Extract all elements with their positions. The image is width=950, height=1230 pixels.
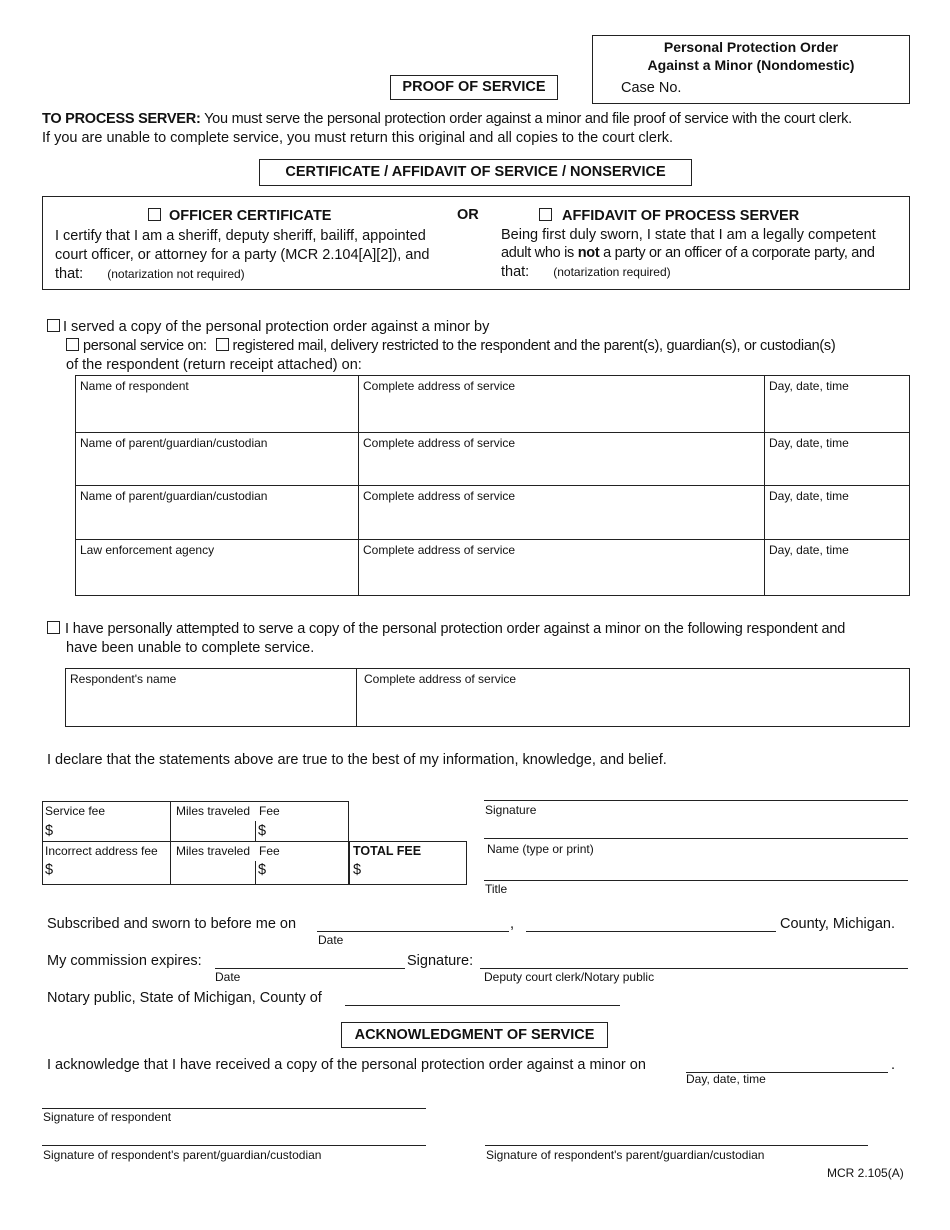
affidavit-line1: Being first duly sworn, I state that I am a legally competent	[501, 227, 876, 243]
signature-line[interactable]	[484, 800, 908, 801]
instructions-line1	[42, 111, 852, 127]
notary-county-label: Notary public, State of Michigan, County of	[47, 990, 322, 1006]
officer-line1: I certify that I am a sheriff, deputy sheriff, bailiff, appointed	[55, 228, 426, 244]
notary-county-line[interactable]	[345, 1005, 620, 1006]
officer-that-label: that:	[55, 266, 84, 282]
address-cell[interactable]: Complete address of service	[359, 486, 765, 540]
instructions-line2: If you are unable to complete service, you must return this original and all copies to the court clerk.	[42, 130, 674, 146]
form-number: MCR 2.105(A)	[827, 1166, 904, 1180]
served-line3: of the respondent (return receipt attached) on:	[66, 357, 362, 373]
acknowledgment-title: ACKNOWLEDGMENT OF SERVICE	[341, 1022, 608, 1048]
fee-dollar[interactable]: $	[258, 823, 267, 839]
commission-label: My commission expires:	[47, 953, 202, 969]
table-row	[76, 376, 910, 433]
attempted-checkbox[interactable]	[47, 621, 60, 634]
fee-label-2: Fee	[259, 844, 280, 858]
acknowledgment-text: I acknowledge that I have received a copy of the personal protection order against a minor on	[47, 1057, 646, 1073]
table-row	[76, 486, 910, 540]
date-time-cell[interactable]: Day, date, time	[765, 376, 910, 433]
attempted-line2: have been unable to complete service.	[66, 640, 315, 656]
service-fee-dollar[interactable]: $	[45, 823, 54, 839]
acknowledgment-date-label: Day, date, time	[686, 1072, 766, 1086]
affidavit-checkbox[interactable]	[539, 208, 552, 221]
form-title-line2: Against a Minor (Nondomestic)	[647, 57, 855, 73]
service-table	[75, 375, 910, 596]
or-label: OR	[457, 207, 479, 223]
agency-cell[interactable]: Law enforcement agency	[76, 540, 359, 596]
subscribed-label: Subscribed and sworn to before me on	[47, 916, 297, 932]
proof-of-service-title: PROOF OF SERVICE	[390, 75, 558, 100]
address-cell[interactable]: Complete address of service	[359, 433, 765, 486]
incorrect-fee-label: Incorrect address fee	[45, 844, 158, 858]
officer-certificate-heading	[148, 208, 331, 224]
case-no-label: Case No.	[621, 80, 682, 96]
registered-mail-checkbox[interactable]	[216, 338, 229, 351]
sig-respondent-line[interactable]	[42, 1108, 426, 1109]
title-line[interactable]	[484, 880, 908, 881]
fee-label: Fee	[259, 804, 280, 818]
affidavit-line2-c: a party or an officer of a corporate party, and	[599, 245, 875, 261]
date-time-cell[interactable]: Day, date, time	[765, 486, 910, 540]
sig-parent2-label: Signature of respondent's parent/guardian/custodian	[486, 1148, 765, 1162]
to-process-server-label: TO PROCESS SERVER:	[42, 111, 201, 127]
subscribed-date-label: Date	[318, 933, 344, 947]
officer-line2: court officer, or attorney for a party (MCR 2.104[A][2]), and	[55, 247, 430, 263]
personal-service-checkbox[interactable]	[66, 338, 79, 351]
comma: ,	[510, 916, 515, 932]
affidavit-line2-a: adult who is	[501, 245, 578, 261]
miles-traveled-label-2: Miles traveled	[176, 844, 251, 858]
respondent-name-cell[interactable]: Name of respondent	[76, 376, 359, 433]
table-row	[66, 669, 910, 727]
signature-label: Signature	[485, 803, 537, 817]
name-label: Name (type or print)	[487, 842, 594, 856]
address-cell[interactable]: Complete address of service	[359, 376, 765, 433]
county-michigan-label: County, Michigan.	[780, 916, 895, 932]
served-checkbox[interactable]	[47, 319, 60, 332]
instructions-text1: You must serve the personal protection order against a minor and file proof of service with the court clerk.	[204, 111, 852, 127]
sig-parent1-label: Signature of respondent's parent/guardian/custodian	[43, 1148, 322, 1162]
affidavit-heading	[539, 208, 799, 224]
registered-mail-label: registered mail, delivery restricted to the respondent and the parent(s), guardian(s), or custodian(s)	[232, 338, 836, 354]
table-row	[76, 433, 910, 486]
name-line[interactable]	[484, 838, 908, 839]
respondent-name-cell[interactable]: Respondent's name	[66, 669, 357, 727]
officer-that	[55, 266, 245, 282]
attempted-line1-text: I have personally attempted to serve a copy of the personal protection order against a minor on the following respondent and	[65, 621, 846, 637]
form-title-line1: Personal Protection Order	[663, 39, 839, 55]
service-fee-label: Service fee	[45, 804, 106, 818]
served-line2	[66, 338, 835, 354]
declaration: I declare that the statements above are true to the best of my information, knowledge, and belief.	[47, 752, 667, 768]
notary-signature-line[interactable]	[480, 968, 908, 969]
date-time-cell[interactable]: Day, date, time	[765, 433, 910, 486]
affidavit-line2-not: not	[577, 245, 600, 261]
commission-date-line[interactable]	[215, 968, 405, 969]
personal-service-label: personal service on:	[83, 338, 207, 354]
county-line[interactable]	[526, 931, 776, 932]
sig-respondent-label: Signature of respondent	[43, 1110, 172, 1124]
attempt-table	[65, 668, 910, 727]
incorrect-fee-dollar[interactable]: $	[45, 862, 54, 878]
affidavit-note: (notarization required)	[553, 265, 671, 279]
officer-certificate-title: OFFICER CERTIFICATE	[169, 208, 332, 224]
subscribed-date-line[interactable]	[317, 931, 509, 932]
miles-traveled-label: Miles traveled	[176, 804, 251, 818]
affidavit-line2	[501, 245, 875, 261]
total-fee-label: TOTAL FEE	[353, 844, 422, 858]
affidavit-that	[501, 264, 671, 280]
certificate-title: CERTIFICATE / AFFIDAVIT OF SERVICE / NONSERVICE	[259, 159, 692, 186]
affidavit-title: AFFIDAVIT OF PROCESS SERVER	[562, 208, 800, 224]
officer-note: (notarization not required)	[107, 267, 245, 281]
deputy-label: Deputy court clerk/Notary public	[484, 970, 655, 984]
address-cell[interactable]: Complete address of service	[359, 540, 765, 596]
fee-dollar-2[interactable]: $	[258, 862, 267, 878]
notary-signature-label: Signature:	[407, 953, 474, 969]
total-fee-dollar[interactable]: $	[353, 862, 362, 878]
date-time-cell[interactable]: Day, date, time	[765, 540, 910, 596]
attempted-line1	[47, 621, 845, 637]
case-header-box	[592, 35, 910, 104]
officer-certificate-checkbox[interactable]	[148, 208, 161, 221]
address-cell[interactable]: Complete address of service	[357, 669, 910, 727]
served-line1-text: I served a copy of the personal protection order against a minor by	[63, 319, 490, 335]
table-row	[76, 540, 910, 596]
affidavit-that-label: that:	[501, 264, 530, 280]
parent-name-cell[interactable]: Name of parent/guardian/custodian	[76, 486, 359, 540]
commission-date-label: Date	[215, 970, 241, 984]
parent-name-cell[interactable]: Name of parent/guardian/custodian	[76, 433, 359, 486]
title-label: Title	[485, 882, 508, 896]
acknowledgment-period: .	[891, 1057, 896, 1073]
served-line1	[47, 319, 489, 335]
sig-parent2-line[interactable]	[485, 1145, 868, 1146]
certificate-box	[42, 196, 910, 290]
sig-parent1-line[interactable]	[42, 1145, 426, 1146]
